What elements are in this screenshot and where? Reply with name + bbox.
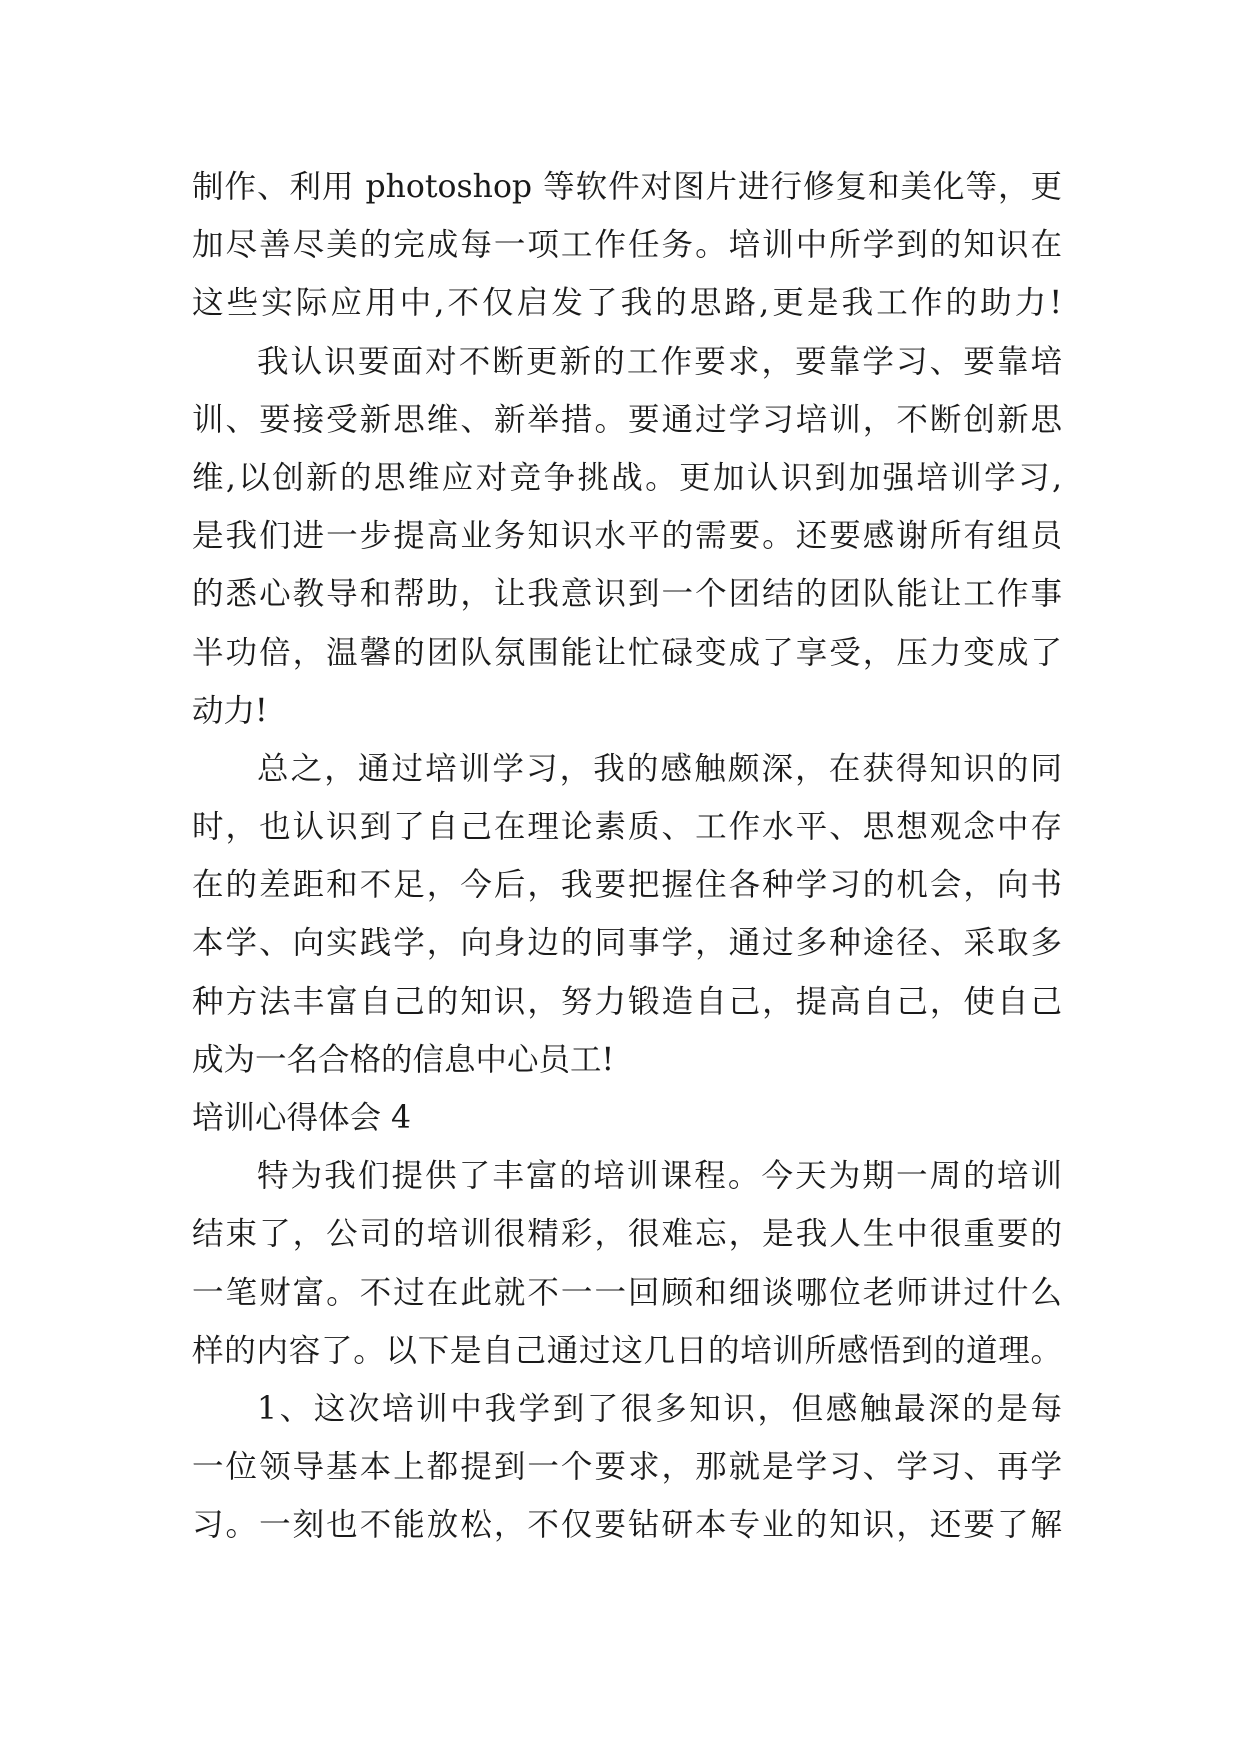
- text-line: 加尽善尽美的完成每一项工作任务。培训中所学到的知识在: [192, 227, 1062, 264]
- text-line: 总之，通过培训学习，我的感触颇深，在获得知识的同: [257, 750, 1062, 787]
- document-body: [192, 158, 1062, 1555]
- section-heading: 培训心得体会 4: [192, 1100, 412, 1136]
- text-line: 是我们进一步提高业务知识水平的需要。还要感谢所有组员: [192, 518, 1062, 555]
- text-line: 一位领导基本上都提到一个要求，那就是学习、学习、再学: [192, 1449, 1062, 1486]
- text-line: 制作、利用 photoshop 等软件对图片进行修复和美化等，更: [192, 169, 1062, 205]
- text-line: 这些实际应用中,不仅启发了我的思路,更是我工作的助力!: [192, 285, 1062, 322]
- text-line: 1、这次培训中我学到了很多知识，但感触最深的是每: [257, 1390, 1062, 1427]
- text-line: 本学、向实践学，向身边的同事学，通过多种途径、采取多: [192, 925, 1062, 962]
- text-line: 样的内容了。以下是自己通过这几日的培训所感悟到的道理。: [192, 1332, 1062, 1369]
- text-line: 结束了，公司的培训很精彩，很难忘，是我人生中很重要的: [192, 1216, 1062, 1253]
- text-line: 动力!: [192, 692, 268, 729]
- text-line: 时，也认识到了自己在理论素质、工作水平、思想观念中存: [192, 809, 1062, 846]
- text-line: 半功倍，温馨的团队氛围能让忙碌变成了享受，压力变成了: [192, 634, 1062, 671]
- text-line: 种方法丰富自己的知识，努力锻造自己，提高自己，使自己: [192, 983, 1062, 1020]
- text-line: 的悉心教导和帮助，让我意识到一个团结的团队能让工作事: [192, 576, 1062, 613]
- text-line: 一笔财富。不过在此就不一一回顾和细谈哪位老师讲过什么: [192, 1274, 1062, 1311]
- text-line: 我认识要面对不断更新的工作要求，要靠学习、要靠培: [257, 343, 1062, 380]
- text-line: 在的差距和不足，今后，我要把握住各种学习的机会，向书: [192, 867, 1062, 904]
- text-line: 训、要接受新思维、新举措。要通过学习培训，不断创新思: [192, 401, 1062, 438]
- text-line: 特为我们提供了丰富的培训课程。今天为期一周的培训: [257, 1158, 1062, 1195]
- text-line: 习。一刻也不能放松，不仅要钻研本专业的知识，还要了解: [192, 1507, 1062, 1544]
- text-line: 成为一名合格的信息中心员工!: [192, 1041, 615, 1078]
- text-line: 维,以创新的思维应对竞争挑战。更加认识到加强培训学习,: [192, 459, 1062, 496]
